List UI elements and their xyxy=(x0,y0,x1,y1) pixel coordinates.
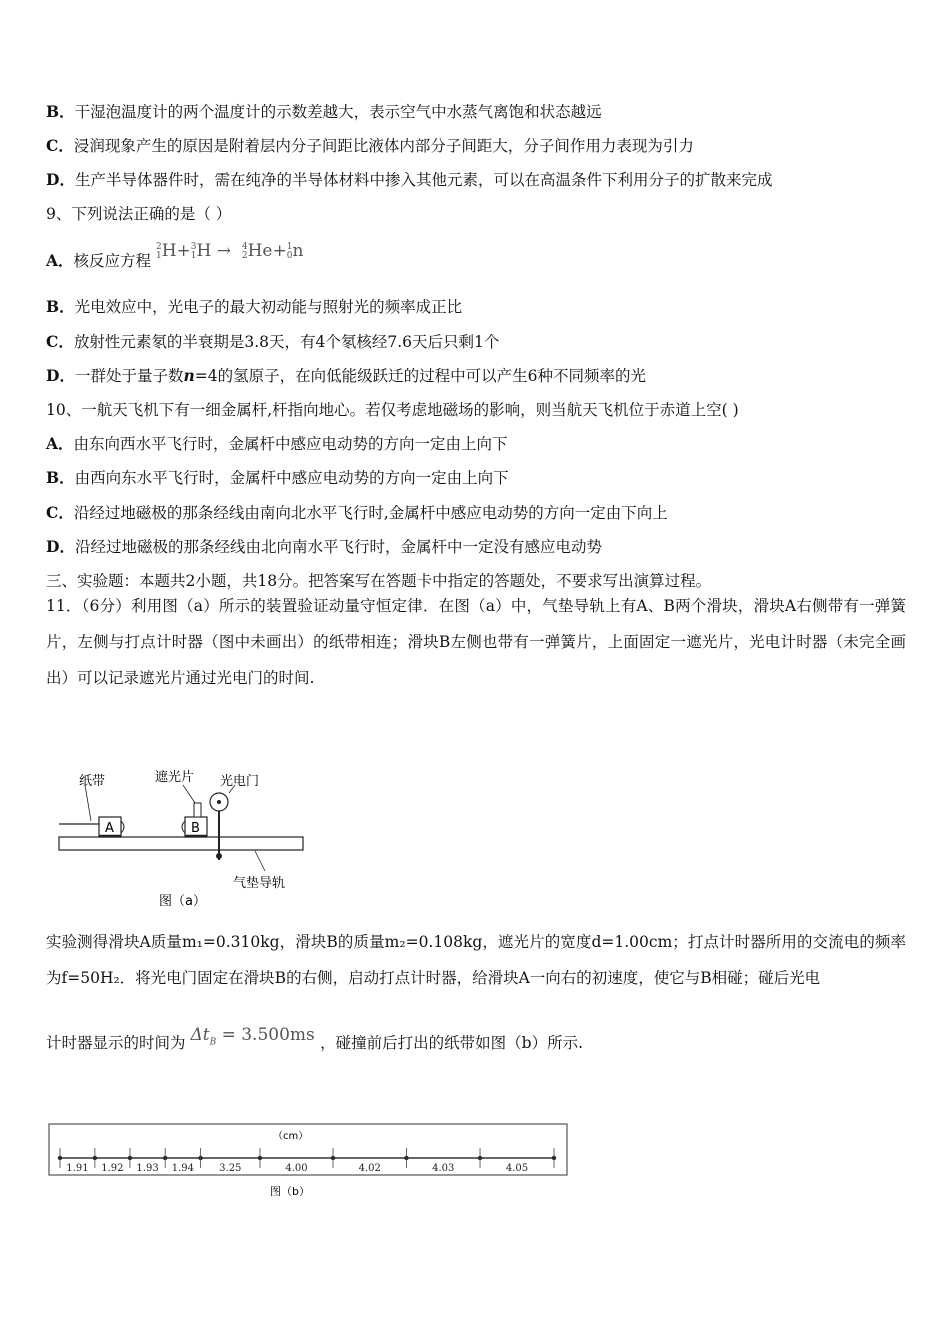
section-heading: 三、实验题：本题共2小题，共18分。把答案写在答题卡中指定的答题处，不要求写出演算过程。 xyxy=(46,572,712,590)
paper-tape-diagram xyxy=(48,1122,570,1200)
q11-data-paragraph: 实验测得滑块A质量m₁=0.310kg，滑块B的质量m₂=0.108kg，遮光片的宽度d=1.00cm；打点计时器所用的交流电的频率为f=50H₂．将光电门固定在滑块B的右侧，启动打点计时器，给滑块A一向右的初速度，使它与B相碰；碰后光电 xyxy=(46,933,906,987)
caption-figure-a: 图（a） xyxy=(159,894,206,909)
tape-segment-label: 1.94 xyxy=(171,1163,195,1174)
tape-segment-label: 4.05 xyxy=(505,1163,529,1174)
label-shading-plate: 遮光片 xyxy=(155,770,195,785)
nuclear-equation: 2 1H+3 1H → 4 2He+1 0n xyxy=(155,241,304,261)
q10-option-a: A．由东向西水平飞行时，金属杆中感应电动势的方向一定由上向下 xyxy=(46,434,508,453)
q11-paragraph: 11．（6分）利用图（a）所示的装置验证动量守恒定律．在图（a）中，气垫导轨上有A、B两个滑块，滑块A右侧带有一弹簧片，左侧与打点计时器（图中未画出）的纸带相连；滑块B左侧也带有一弹簧片，上面固定一遮光片，光电计时器（未完全画出）可以记录遮光片通过光电门的时间. xyxy=(46,597,906,687)
q8-option-d: D．生产半导体器件时，需在纯净的半导体材料中掺入其他元素，可以在高温条件下利用分子的扩散来完成 xyxy=(46,170,773,189)
q10-option-d: D．沿经过地磁极的那条经线由北向南水平飞行时，金属杆中一定没有感应电动势 xyxy=(46,537,602,556)
shading-plate xyxy=(194,803,201,817)
tape-segment-label: 4.02 xyxy=(358,1163,381,1174)
q9-stem: 9、下列说法正确的是（ ） xyxy=(46,205,232,223)
q9-option-d: D．一群处于量子数n=4的氢原子，在向低能级跃迁的过程中可以产生6种不同频率的光 xyxy=(46,366,646,385)
tape-unit: （cm） xyxy=(273,1131,309,1142)
air-track-diagram xyxy=(55,765,315,915)
air-track-rail xyxy=(59,837,303,850)
tape-pointer-line xyxy=(85,785,91,821)
tape-segment-label: 1.91 xyxy=(66,1163,89,1174)
q9-option-a: A．核反应方程 2 1H+3 1H → 4 2He+1 0n xyxy=(46,241,304,270)
tape-segment-label: 1.93 xyxy=(136,1163,159,1174)
tape-segment-label: 4.00 xyxy=(285,1163,308,1174)
q9-option-b: B．光电效应中，光电子的最大初动能与照射光的频率成正比 xyxy=(46,297,463,316)
time-formula: $\Delta t_B = 3.500ms$ xyxy=(190,1025,315,1048)
q10-stem: 10、一航天飞机下有一细金属杆,杆指向地心。若仅考虑地磁场的影响，则当航天飞机位于赤道上空( ) xyxy=(46,401,739,419)
figure-b xyxy=(48,1122,570,1200)
label-block-b: B xyxy=(191,821,200,836)
q8-option-b: B．干湿泡温度计的两个温度计的示数差越大，表示空气中水蒸气离饱和状态越远 xyxy=(46,102,602,121)
q8-option-c: C．浸润现象产生的原因是附着层内分子间距比液体内部分子间距大，分子间作用力表现为引力 xyxy=(46,136,694,155)
tape-segment-label: 1.92 xyxy=(101,1163,124,1174)
label-tape: 纸带 xyxy=(79,774,106,789)
tape-segment-label: 4.03 xyxy=(432,1163,455,1174)
q9-option-c: C．放射性元素氡的半衰期是3.8天，有4个氡核经7.6天后只剩1个 xyxy=(46,332,500,351)
figure-a xyxy=(55,765,315,915)
caption-figure-b: 图（b） xyxy=(270,1185,310,1198)
q10-option-b: B．由西向东水平飞行时，金属杆中感应电动势的方向一定由上向下 xyxy=(46,468,509,487)
q10-option-c: C．沿经过地磁极的那条经线由南向北水平飞行时,金属杆中感应电动势的方向一定由下向上 xyxy=(46,503,668,522)
label-block-a: A xyxy=(105,821,114,836)
label-photogate: 光电门 xyxy=(220,774,260,789)
tape-segment-label: 3.25 xyxy=(219,1163,242,1174)
label-air-track: 气垫导轨 xyxy=(233,876,286,891)
q11-formula-line: 计时器显示的时间为 $\Delta t_B = 3.500ms$ ，碰撞前后打出的纸带如图（b）所示. xyxy=(46,1025,584,1052)
